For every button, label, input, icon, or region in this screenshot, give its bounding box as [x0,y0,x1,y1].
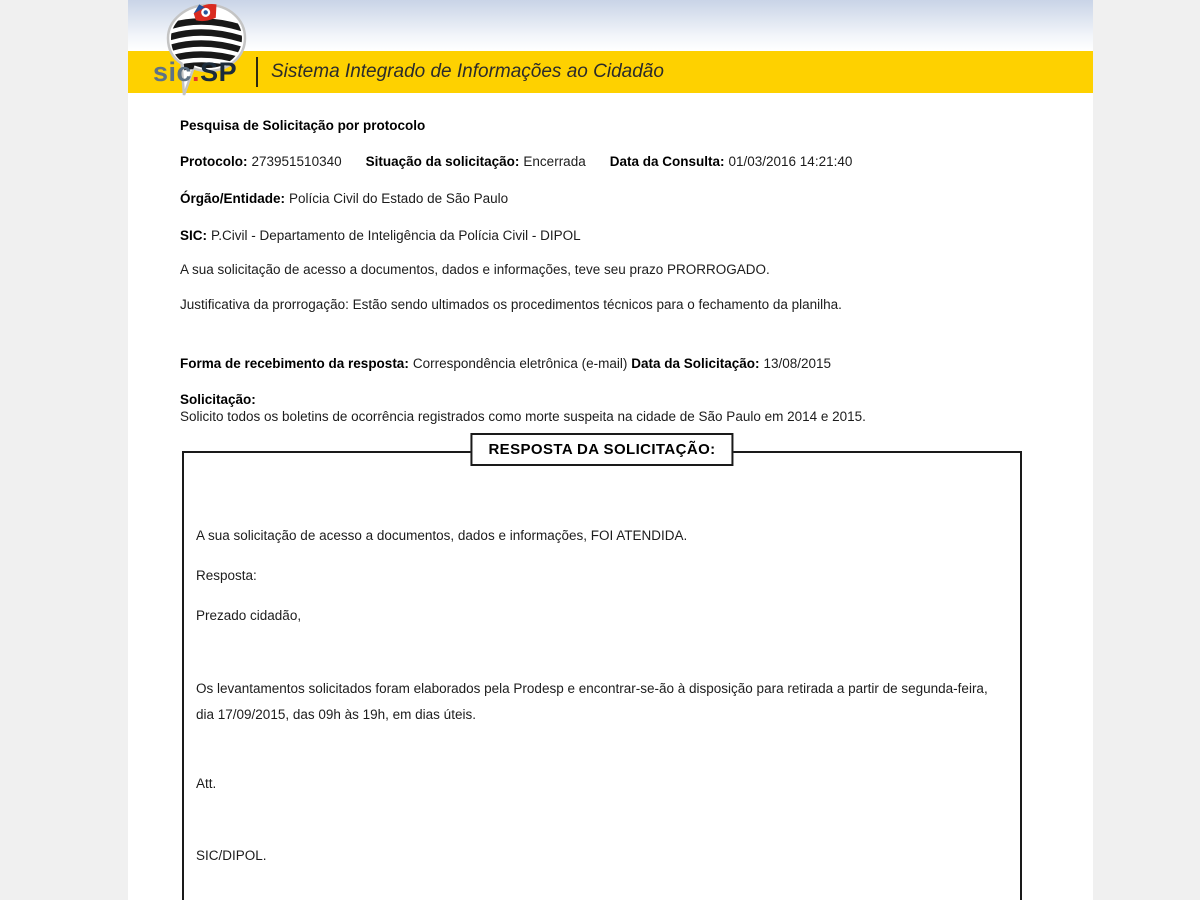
request-label: Solicitação: [180,392,256,407]
query-date-value: 01/03/2016 14:21:40 [728,154,853,169]
site-header [128,0,1093,93]
protocol-label: Protocolo: [180,154,248,169]
protocol-value: 273951510340 [251,154,342,169]
delivery-method-label: Forma de recebimento da resposta: [180,356,409,371]
sic-value: P.Civil - Departamento de Inteligência da Polícia Civil - DIPOL [211,228,581,243]
extension-justification-text: Justificativa da prorrogação: Estão sendo ultimados os procedimentos técnicos para o fechamento da planilha. [180,297,842,312]
agency-value: Polícia Civil do Estado de São Paulo [289,191,509,206]
query-date-group [610,154,853,169]
sic-line [180,227,1093,244]
agency-label: Órgão/Entidade: [180,191,286,206]
response-box-legend: RESPOSTA DA SOLICITAÇÃO: [470,433,733,466]
system-title: Sistema Integrado de Informações ao Cidadão [271,61,664,82]
request-date-value: 13/08/2015 [763,356,832,371]
delivery-method-line [180,355,1093,372]
logo-sp: SP [200,57,238,87]
sicsp-logo-text [153,57,237,88]
protocol-meta-line [180,153,1093,170]
status-group [366,154,586,169]
result-content [128,93,1093,900]
sic-label: SIC: [180,228,207,243]
request-text: Solicito todos os boletins de ocorrência registrados como morte suspeita na cidade de São Paulo em 2014 e 2015. [180,409,866,424]
delivery-method-value: Correspondência eletrônica (e-mail) [412,356,628,371]
query-date-label: Data da Consulta: [609,154,725,169]
page-title: Pesquisa de Solicitação por protocolo [180,118,426,133]
response-closing: Att. [196,776,217,791]
protocol-group [180,154,342,169]
response-salutation: Prezado cidadão, [196,608,302,623]
status-value: Encerrada [523,154,586,169]
response-signature: SIC/DIPOL. [196,848,267,863]
response-box [182,441,1022,900]
request-block [180,391,1093,425]
response-body-text: Os levantamentos solicitados foram elaborados pela Prodesp e encontrar-se-ão à disposição para retirada a partir de segunda-feira, dia 17/09/2015, das 09h às 19h, em dias úteis. [196,681,988,722]
agency-line [180,190,1093,207]
response-label: Resposta: [196,568,257,583]
page [128,0,1093,900]
logo-sic: sic [153,57,193,87]
sicsp-logo[interactable] [148,2,383,96]
deadline-extended-text: A sua solicitação de acesso a documentos, dados e informações, teve seu prazo PRORROGADO. [180,262,770,277]
status-label: Situação da solicitação: [365,154,520,169]
response-attended-text: A sua solicitação de acesso a documentos, dados e informações, FOI ATENDIDA. [196,528,688,543]
request-date-label: Data da Solicitação: [631,356,760,371]
logo-dot: . [192,57,201,87]
